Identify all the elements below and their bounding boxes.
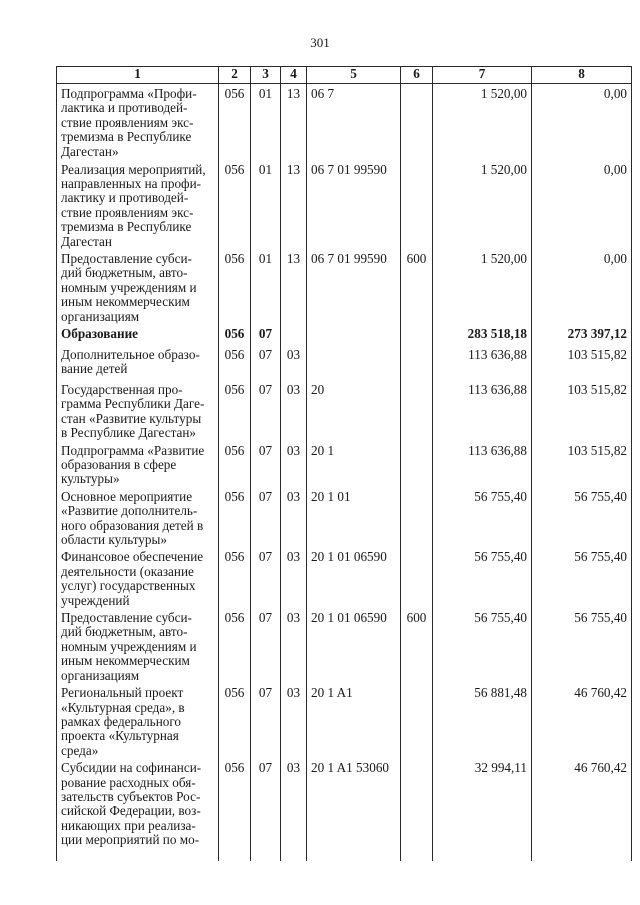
expense-type-code bbox=[401, 84, 433, 160]
amount-year-2: 56 755,40 bbox=[532, 608, 632, 683]
expense-type-code bbox=[401, 345, 433, 380]
row-name: Региональный проект «Культурная среда», в рамках федерального проекта «Культурная среда» bbox=[57, 683, 219, 758]
amount-year-2: 0,00 bbox=[532, 249, 632, 324]
subsection-code: 13 bbox=[281, 249, 307, 324]
section-code: 07 bbox=[251, 758, 281, 861]
subsection-code: 03 bbox=[281, 345, 307, 380]
amount-year-2: 56 755,40 bbox=[532, 547, 632, 608]
section-code: 07 bbox=[251, 345, 281, 380]
target-article-code: 06 7 01 99590 bbox=[307, 249, 401, 324]
ministry-code: 056 bbox=[219, 345, 251, 380]
section-code: 07 bbox=[251, 380, 281, 441]
subsection-code: 13 bbox=[281, 84, 307, 160]
target-article-code: 20 1 01 06590 bbox=[307, 608, 401, 683]
target-article-code: 06 7 bbox=[307, 84, 401, 160]
amount-year-1: 283 518,18 bbox=[433, 324, 532, 345]
row-name: Образование bbox=[57, 324, 219, 345]
table-row bbox=[57, 160, 632, 249]
target-article-code: 20 1 A1 53060 bbox=[307, 758, 401, 861]
table-row bbox=[57, 84, 632, 160]
column-header-3: 3 bbox=[251, 67, 281, 84]
amount-year-1: 1 520,00 bbox=[433, 249, 532, 324]
subsection-code: 03 bbox=[281, 547, 307, 608]
amount-year-1: 113 636,88 bbox=[433, 380, 532, 441]
row-name: Основное мероприятие «Развитие дополнитель- ного образования детей в области культуры» bbox=[57, 487, 219, 548]
page-number: 301 bbox=[310, 35, 330, 50]
target-article-code bbox=[307, 345, 401, 380]
ministry-code: 056 bbox=[219, 547, 251, 608]
amount-year-2: 56 755,40 bbox=[532, 487, 632, 548]
amount-year-1: 56 755,40 bbox=[433, 608, 532, 683]
section-code: 07 bbox=[251, 487, 281, 548]
amount-year-1: 56 881,48 bbox=[433, 683, 532, 758]
section-code: 07 bbox=[251, 324, 281, 345]
expense-type-code bbox=[401, 324, 433, 345]
target-article-code: 20 1 01 06590 bbox=[307, 547, 401, 608]
table-row bbox=[57, 608, 632, 683]
subsection-code: 03 bbox=[281, 380, 307, 441]
subsection-code: 03 bbox=[281, 487, 307, 548]
table-row bbox=[57, 441, 632, 487]
amount-year-2: 0,00 bbox=[532, 84, 632, 160]
row-name: Государственная про- грамма Республики Даге- стан «Развитие культуры в Республике Дагестан» bbox=[57, 380, 219, 441]
ministry-code: 056 bbox=[219, 608, 251, 683]
table-row bbox=[57, 324, 632, 345]
section-code: 07 bbox=[251, 683, 281, 758]
section-code: 01 bbox=[251, 160, 281, 249]
amount-year-2: 0,00 bbox=[532, 160, 632, 249]
subsection-code: 13 bbox=[281, 160, 307, 249]
table-header-row bbox=[57, 67, 632, 84]
subsection-code: 03 bbox=[281, 683, 307, 758]
table-row bbox=[57, 345, 632, 380]
expense-type-code bbox=[401, 160, 433, 249]
amount-year-2: 103 515,82 bbox=[532, 441, 632, 487]
amount-year-1: 113 636,88 bbox=[433, 345, 532, 380]
column-header-1: 1 bbox=[57, 67, 219, 84]
ministry-code: 056 bbox=[219, 683, 251, 758]
row-name: Подпрограмма «Развитие образования в сфере культуры» bbox=[57, 441, 219, 487]
amount-year-1: 32 994,11 bbox=[433, 758, 532, 861]
row-name: Реализация мероприятий, направленных на профи- лактику и противодей- ствие проявлениям экс- тремизма в Республике Дагестан bbox=[57, 160, 219, 249]
ministry-code: 056 bbox=[219, 84, 251, 160]
table-row bbox=[57, 758, 632, 861]
section-code: 07 bbox=[251, 441, 281, 487]
ministry-code: 056 bbox=[219, 249, 251, 324]
table-row bbox=[57, 249, 632, 324]
target-article-code: 06 7 01 99590 bbox=[307, 160, 401, 249]
row-name: Субсидии на софинанси- рование расходных обя- зательств субъектов Рос- сийской Федерации, воз- никающих при реализа- ции мероприятий по мо- bbox=[57, 758, 219, 861]
ministry-code: 056 bbox=[219, 441, 251, 487]
amount-year-1: 56 755,40 bbox=[433, 547, 532, 608]
section-code: 01 bbox=[251, 84, 281, 160]
target-article-code: 20 1 01 bbox=[307, 487, 401, 548]
table-body bbox=[57, 84, 632, 862]
target-article-code bbox=[307, 324, 401, 345]
row-name: Предоставление субси- дий бюджетным, авто- номным учреждениям и иным некоммерческим организациям bbox=[57, 249, 219, 324]
section-code: 01 bbox=[251, 249, 281, 324]
expense-type-code: 600 bbox=[401, 608, 433, 683]
amount-year-2: 46 760,42 bbox=[532, 683, 632, 758]
expense-type-code bbox=[401, 487, 433, 548]
expense-type-code bbox=[401, 683, 433, 758]
column-header-4: 4 bbox=[281, 67, 307, 84]
subsection-code: 03 bbox=[281, 758, 307, 861]
expense-type-code bbox=[401, 380, 433, 441]
table-row bbox=[57, 683, 632, 758]
ministry-code: 056 bbox=[219, 758, 251, 861]
table-row bbox=[57, 547, 632, 608]
table-row bbox=[57, 380, 632, 441]
amount-year-2: 103 515,82 bbox=[532, 380, 632, 441]
table-row bbox=[57, 487, 632, 548]
column-header-2: 2 bbox=[219, 67, 251, 84]
amount-year-1: 113 636,88 bbox=[433, 441, 532, 487]
section-code: 07 bbox=[251, 608, 281, 683]
ministry-code: 056 bbox=[219, 380, 251, 441]
column-header-6: 6 bbox=[401, 67, 433, 84]
subsection-code: 03 bbox=[281, 441, 307, 487]
row-name: Финансовое обеспечение деятельности (оказание услуг) государственных учреждений bbox=[57, 547, 219, 608]
expense-type-code bbox=[401, 758, 433, 861]
amount-year-2: 273 397,12 bbox=[532, 324, 632, 345]
target-article-code: 20 1 A1 bbox=[307, 683, 401, 758]
target-article-code: 20 bbox=[307, 380, 401, 441]
row-name: Предоставление субси- дий бюджетным, авто- номным учреждениям и иным некоммерческим организациям bbox=[57, 608, 219, 683]
amount-year-1: 1 520,00 bbox=[433, 160, 532, 249]
column-header-5: 5 bbox=[307, 67, 401, 84]
target-article-code: 20 1 bbox=[307, 441, 401, 487]
subsection-code: 03 bbox=[281, 608, 307, 683]
ministry-code: 056 bbox=[219, 324, 251, 345]
ministry-code: 056 bbox=[219, 160, 251, 249]
row-name: Подпрограмма «Профи- лактика и противодей- ствие проявлениям экс- тремизма в Республике Дагестан» bbox=[57, 84, 219, 160]
column-header-8: 8 bbox=[532, 67, 632, 84]
amount-year-2: 46 760,42 bbox=[532, 758, 632, 861]
expense-type-code bbox=[401, 547, 433, 608]
budget-table bbox=[56, 66, 632, 861]
expense-type-code: 600 bbox=[401, 249, 433, 324]
expense-type-code bbox=[401, 441, 433, 487]
ministry-code: 056 bbox=[219, 487, 251, 548]
amount-year-2: 103 515,82 bbox=[532, 345, 632, 380]
section-code: 07 bbox=[251, 547, 281, 608]
subsection-code bbox=[281, 324, 307, 345]
amount-year-1: 56 755,40 bbox=[433, 487, 532, 548]
row-name: Дополнительное образо- вание детей bbox=[57, 345, 219, 380]
column-header-7: 7 bbox=[433, 67, 532, 84]
amount-year-1: 1 520,00 bbox=[433, 84, 532, 160]
